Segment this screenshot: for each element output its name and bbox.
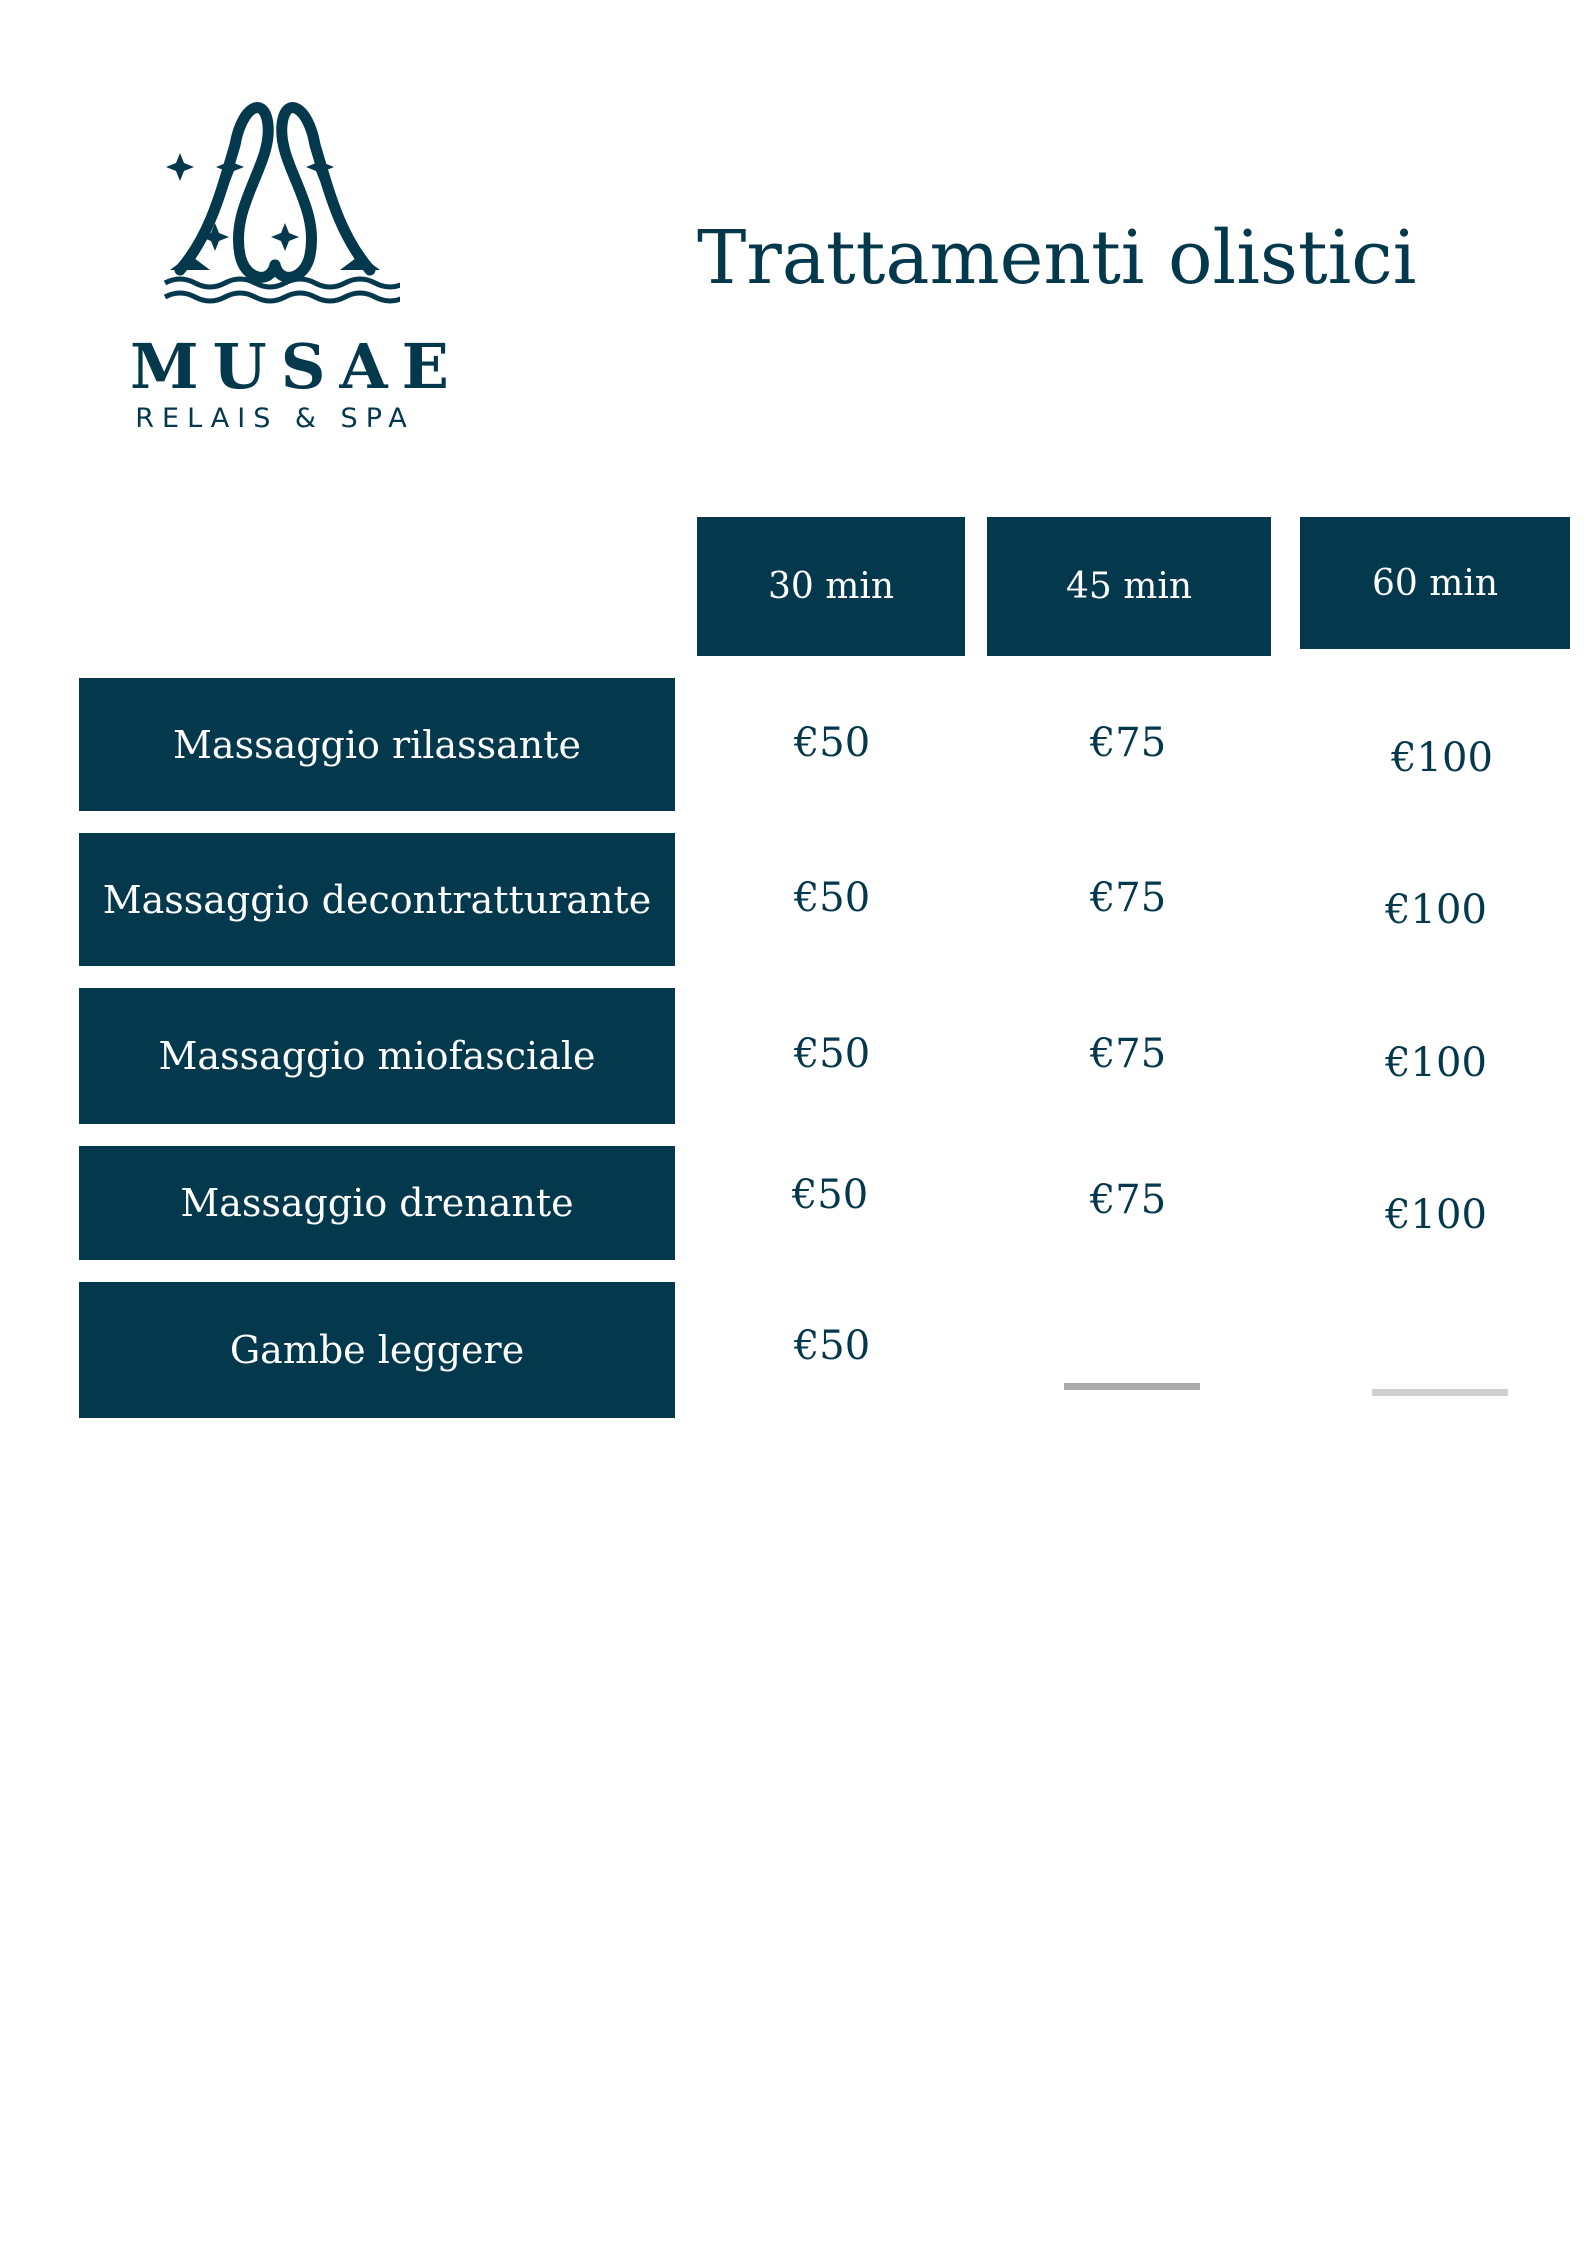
price-cell: €100 xyxy=(1391,735,1493,781)
price-cell: €100 xyxy=(1385,887,1487,933)
no-price-dash xyxy=(1064,1383,1200,1390)
price-cell: €50 xyxy=(793,1323,871,1369)
no-price-dash xyxy=(1372,1389,1508,1396)
treatment-label: Gambe leggere xyxy=(79,1282,675,1418)
page-title: Trattamenti olistici xyxy=(697,215,1417,301)
duration-header-30: 30 min xyxy=(697,517,965,656)
duration-header-60: 60 min xyxy=(1300,517,1570,649)
price-cell: €50 xyxy=(793,875,871,921)
duration-header-45: 45 min xyxy=(987,517,1271,656)
treatment-label: Massaggio decontratturante xyxy=(79,833,675,966)
price-cell: €50 xyxy=(793,1031,871,1077)
treatment-label: Massaggio drenante xyxy=(79,1146,675,1260)
price-cell: €75 xyxy=(1089,1031,1167,1077)
price-cell: €100 xyxy=(1385,1192,1487,1238)
treatment-label: Massaggio rilassante xyxy=(79,678,675,811)
price-cell: €50 xyxy=(793,720,871,766)
musae-emblem-icon xyxy=(150,85,400,315)
price-cell: €75 xyxy=(1089,1177,1167,1223)
price-cell: €50 xyxy=(791,1172,869,1218)
price-cell: €100 xyxy=(1385,1040,1487,1086)
price-cell: €75 xyxy=(1089,875,1167,921)
price-cell: €75 xyxy=(1089,720,1167,766)
treatment-label: Massaggio miofasciale xyxy=(79,988,675,1124)
brand-logo xyxy=(130,85,463,435)
brand-subtitle: RELAIS & SPA xyxy=(135,403,415,434)
brand-name: MUSAE xyxy=(130,330,463,403)
